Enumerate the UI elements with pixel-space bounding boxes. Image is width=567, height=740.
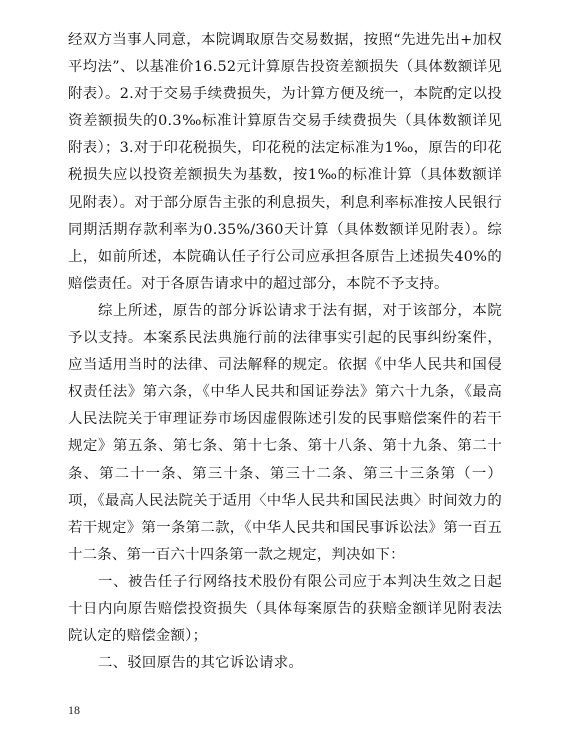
document-body — [68, 27, 502, 677]
page-number: 18 — [68, 703, 80, 717]
paragraph-legal-basis: 综上所述，原告的部分诉讼请求于法有据，对于该部分，本院予以支持。本案系民法典施行前的法律事实引起的民事纠纷案件，应当适用当时的法律、司法解释的规定。依据《中华人民共和国侵权责任法》第六条，《中华人民共和国证券法》第六十九条，《最高人民法院关于审理证券市场因虚假陈述引发的民事赔偿案件的若干规定》第五条、第七条、第十七条、第十八条、第十九条、第二十条、第二十一条、第三十条、第三十二条、第三十三条第（一）项，《最高人民法院关于适用〈中华人民共和国民法典〉时间效力的若干规定》第一条第二款，《中华人民共和国民事诉讼法》第一百五十二条、第一百六十四条第一款之规定，判决如下： — [68, 302, 502, 563]
paragraph-judgment-item-one: 一、被告任子行网络技术股份有限公司应于本判决生效之日起十日内向原告赔偿投资损失（具体每案原告的获赔金额详见附表法院认定的赔偿金额）； — [68, 573, 502, 645]
paragraph-loss-calculation: 经双方当事人同意，本院调取原告交易数据，按照“先进先出+加权平均法”、以基准价16.52元计算原告投资差额损失（具体数额详见附表）。2.对于交易手续费损失，为计算方便及统一，本院酌定以投资差额损失的0.3‰标准计算原告交易手续费损失（具体数额详见附表）；3.对于印花税损失，印花税的法定标准为1‰，原告的印花税损失应以投资差额损失为基数，按1‰的标准计算（具体数额详见附表）。对于部分原告主张的利息损失，利息利率标准按人民银行同期活期存款利率为0.35%/360天计算（具体数额详见附表）。综上，如前所述，本院确认任子行公司应承担各原告上述损失40%的赔偿责任。对于各原告请求中的超过部分，本院不予支持。 — [68, 32, 502, 292]
paragraph-judgment-item-two: 二、驳回原告的其它诉讼请求。 — [98, 655, 303, 672]
